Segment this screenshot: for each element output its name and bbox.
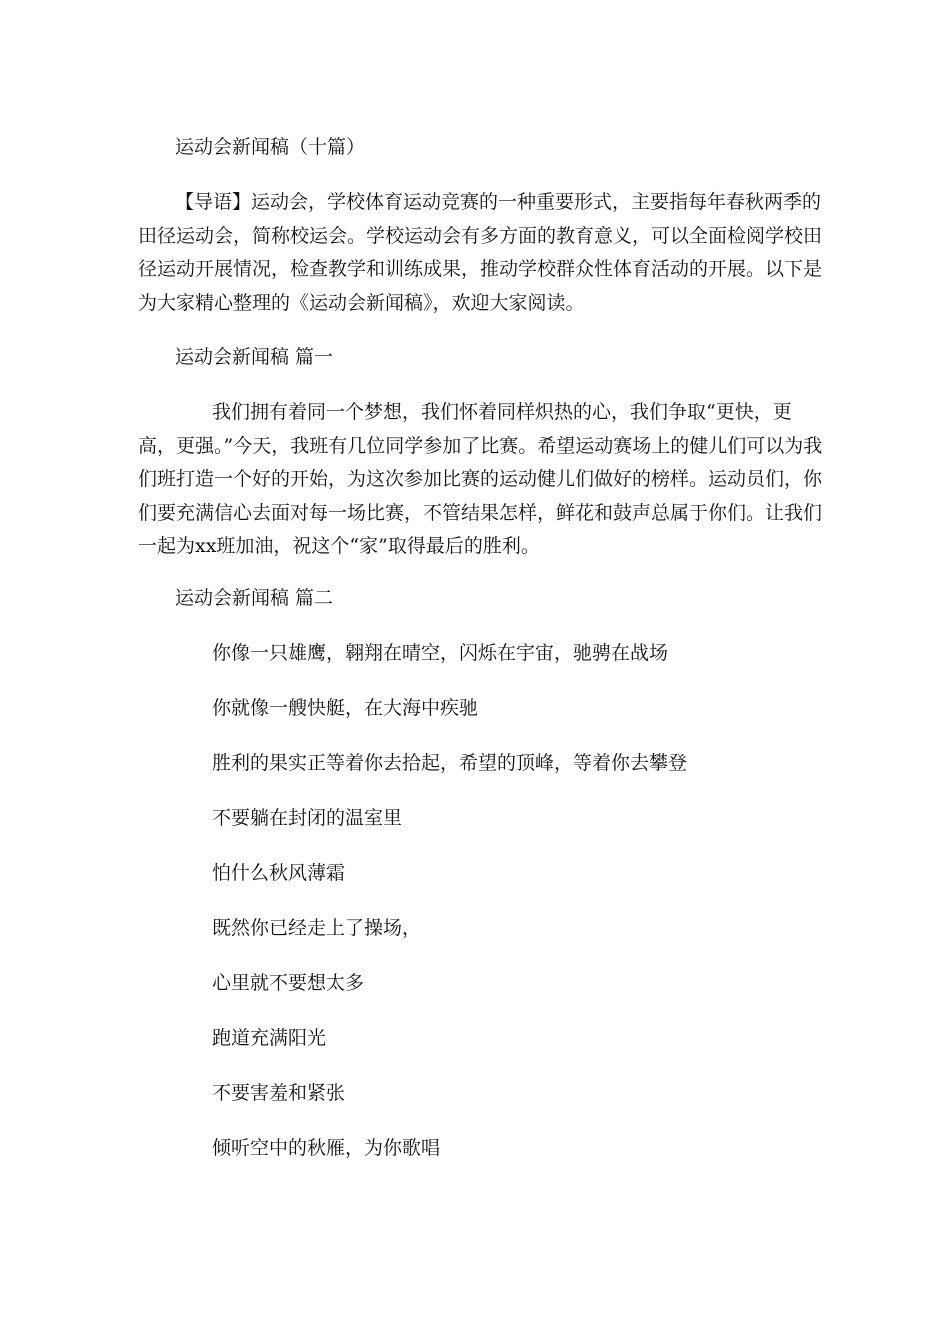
document-title: 运动会新闻稿（十篇） [175, 136, 366, 158]
poem-line: 胜利的果实正等着你去拾起，希望的顶峰，等着你去攀登 [212, 752, 688, 774]
poem-line: 跑道充满阳光 [212, 1027, 327, 1049]
poem-line: 不要躺在封闭的温室里 [212, 807, 403, 829]
section-1-body: 我们拥有着同一个梦想，我们怀着同样炽热的心，我们争取“更快，更高，更强。”今天，我班有几位同学参加了比赛。希望运动赛场上的健儿们可以为我们班打造一个好的开始，为这次参加比赛的运动健儿们做好的榜样。运动员们，你们要充满信心去面对每一场比赛，不管结果怎样，鲜花和鼓声总属于你们。让我们一起为xx班加油，祝这个“家”取得最后的胜利。 [138, 401, 823, 557]
section-heading-2: 运动会新闻稿 篇二 [175, 587, 334, 609]
intro-paragraph: 【导语】运动会，学校体育运动竞赛的一种重要形式，主要指每年春秋两季的田径运动会，简称校运会。学校运动会有多方面的教育意义，可以全面检阅学校田径运动开展情况，检查教学和训练成果，推动学校群众性体育活动的开展。以下是为大家精心整理的《运动会新闻稿》，欢迎大家阅读。 [138, 191, 823, 314]
section-heading-1: 运动会新闻稿 篇一 [175, 346, 334, 368]
poem-line: 倾听空中的秋雁，为你歌唱 [212, 1137, 441, 1159]
poem-line: 既然你已经走上了操场， [212, 917, 422, 939]
poem-line: 不要害羞和紧张 [212, 1082, 346, 1104]
poem-line: 心里就不要想太多 [212, 972, 365, 994]
poem-line: 你像一只雄鹰，翱翔在晴空，闪烁在宇宙，驰骋在战场 [212, 642, 669, 664]
poem-line: 你就像一艘快艇，在大海中疾驰 [212, 697, 479, 719]
poem-line: 怕什么秋风薄霜 [212, 862, 346, 884]
